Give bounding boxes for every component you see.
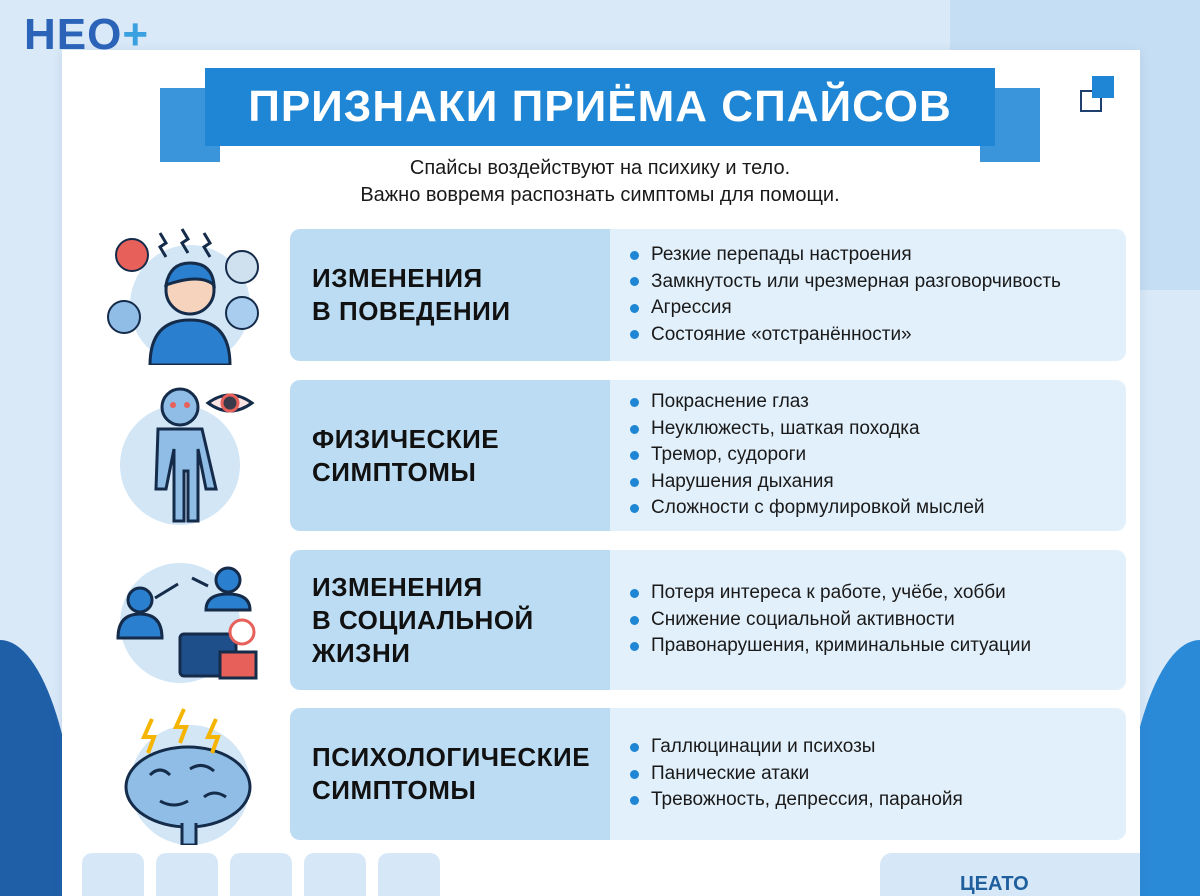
- section-title: ИЗМЕНЕНИЯ В СОЦИАЛЬНОЙ ЖИЗНИ: [290, 550, 610, 690]
- body-red-eye-icon: [100, 385, 280, 525]
- broken-connection-icon: [100, 548, 280, 688]
- caduceus-icon: [378, 853, 440, 896]
- first-aid-kit-icon: [156, 853, 218, 896]
- list-item: Состояние «отстранённости»: [630, 322, 1126, 349]
- list-item: Тремор, судороги: [630, 442, 1126, 469]
- subtitle-line: Важно вовремя распознать симптомы для помощи.: [360, 184, 840, 206]
- bandage-icon: [304, 853, 366, 896]
- symptom-list: [610, 229, 1126, 361]
- heart-hands-icon: [230, 853, 292, 896]
- section-title: ФИЗИЧЕСКИЕ СИМПТОМЫ: [290, 380, 610, 531]
- square-decoration-icon: [1092, 76, 1114, 98]
- list-item: Неуклюжесть, шаткая походка: [630, 416, 1126, 443]
- section-behavior: [290, 229, 1126, 361]
- section-title: ИЗМЕНЕНИЯ В ПОВЕДЕНИИ: [290, 229, 610, 361]
- list-item: Резкие перепады настроения: [630, 242, 1126, 269]
- list-item: Нарушения дыхания: [630, 469, 1126, 496]
- symptom-list: [610, 708, 1126, 840]
- list-item: Агрессия: [630, 295, 1126, 322]
- section-psychological: [290, 708, 1126, 840]
- list-item: Потеря интереса к работе, учёбе, хобби: [630, 580, 1126, 607]
- symptom-list: [610, 550, 1126, 690]
- list-item: Покраснение глаз: [630, 389, 1126, 416]
- section-social: [290, 550, 1126, 690]
- list-item: Панические атаки: [630, 761, 1126, 788]
- list-item: Правонарушения, криминальные ситуации: [630, 633, 1126, 660]
- list-item: Замкнутость или чрезмерная разговорчивость: [630, 269, 1126, 296]
- neo-plus-logo: НЕО+: [24, 10, 150, 59]
- org-logo: ЦЕАТО: [880, 853, 1140, 896]
- page-title: ПРИЗНАКИ ПРИЁМА СПАЙСОВ: [205, 68, 995, 146]
- subtitle: [200, 155, 1000, 209]
- person-emotions-icon: [100, 225, 280, 365]
- brain-lightning-icon: [100, 705, 280, 845]
- list-item: Тревожность, депрессия, паранойя: [630, 787, 1126, 814]
- list-item: Снижение социальной активности: [630, 607, 1126, 634]
- list-item: Сложности с формулировкой мыслей: [630, 495, 1126, 522]
- symptom-list: [610, 380, 1126, 531]
- caduceus-icon: [82, 853, 144, 896]
- list-item: Галлюцинации и психозы: [630, 734, 1126, 761]
- section-title: ПСИХОЛОГИЧЕСКИЕ СИМПТОМЫ: [290, 708, 610, 840]
- subtitle-line: Спайсы воздействуют на психику и тело.: [409, 157, 791, 179]
- section-physical: [290, 380, 1126, 531]
